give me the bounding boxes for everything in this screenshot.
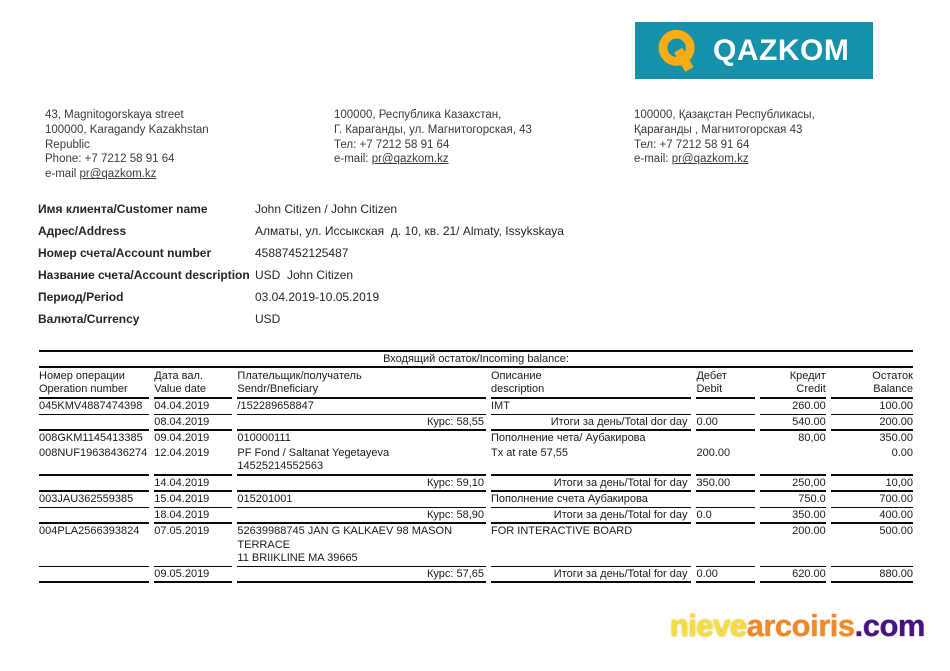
cell-credit: 250,00	[760, 476, 826, 493]
header-value-date	[154, 368, 232, 399]
header-balance	[831, 368, 913, 399]
cell-balance: 0.00	[831, 446, 913, 476]
table-summary-row	[39, 508, 913, 525]
cell-balance: 500.00	[831, 524, 913, 567]
cell-credit: 540.00	[760, 415, 826, 432]
cell-balance: 100.00	[831, 399, 913, 415]
cell-debit: 200.00	[696, 446, 754, 476]
header-ru: Дебет	[696, 370, 727, 382]
qazkom-logo	[635, 22, 873, 79]
cell-value-date: 07.05.2019	[154, 524, 232, 567]
header-en: Operation number	[39, 383, 128, 395]
cell-credit: 80,00	[798, 432, 826, 444]
header-ru: Кредит	[789, 370, 826, 382]
address-line: 100000, Республика Казахстан,	[334, 109, 502, 121]
field-label: Валюта/Currency	[38, 312, 140, 326]
header-ru: Плательщик/получатель	[237, 370, 362, 382]
q-icon	[655, 26, 703, 76]
cell-payer: 010000111	[237, 432, 291, 444]
header-ru: Остаток	[872, 370, 913, 382]
table-summary-row	[39, 567, 913, 584]
cell-payer: Курс: 59,10	[237, 476, 486, 493]
table-row	[39, 524, 913, 567]
address-line: 100000, Karagandy Kazakhstan	[45, 123, 209, 136]
cell-description: IMT	[491, 399, 691, 415]
address-row	[38, 224, 564, 246]
address-line: Republic	[45, 138, 90, 151]
transactions-table	[34, 350, 918, 583]
cell-debit: 0.00	[696, 567, 754, 584]
cell-description: FOR INTERACTIVE BOARD	[491, 524, 691, 567]
cell-operation-number	[39, 508, 149, 525]
cell-operation-number: 004PLA2566393824	[39, 524, 149, 567]
email-link[interactable]: pr@qazkom.kz	[671, 153, 749, 166]
brand-name: QAZKOM	[713, 33, 850, 67]
field-value: John Citizen / John Citizen	[255, 202, 398, 216]
cell-payer: Курс: 58,55	[237, 415, 486, 432]
cell-balance: 700.00	[831, 492, 913, 508]
cell-balance: 10,00	[831, 476, 913, 493]
cell-operation-number	[39, 567, 149, 584]
incoming-balance-label: Входящий остаток/Incoming balance:	[39, 350, 913, 368]
cell-description: Пополнение чета/ Аубакирова	[491, 432, 646, 444]
cell-operation-number: 008NUF19638436274	[39, 446, 149, 476]
header-en: Credit	[796, 383, 826, 395]
field-label: Номер счета/Account number	[38, 246, 212, 260]
cell-debit: 0.0	[696, 508, 754, 525]
cell-operation-number	[39, 476, 149, 493]
field-value: USD John Citizen	[255, 268, 354, 282]
email-line	[634, 152, 815, 167]
email-line	[334, 152, 532, 167]
cell-debit: 350.00	[696, 476, 754, 493]
cell-credit: 200.00	[760, 524, 826, 567]
header-en: Value date	[154, 383, 207, 395]
header-ru: Описание	[491, 370, 542, 382]
email-line	[45, 167, 209, 182]
cell-operation-number: 045KMV4887474398	[39, 399, 149, 415]
cell-value-date: 12.04.2019	[154, 446, 232, 476]
cell-credit: 620.00	[760, 567, 826, 584]
field-label: Имя клиента/Customer name	[38, 202, 208, 216]
email-link[interactable]: pr@qazkom.kz	[79, 168, 157, 181]
header-en: description	[491, 383, 545, 395]
field-value: 03.04.2019-10.05.2019	[255, 290, 380, 304]
table-summary-row	[39, 415, 913, 432]
cell-balance: 350.00	[879, 432, 913, 444]
customer-name-row	[38, 202, 564, 224]
address-line: Қарағанды , Магнитогорская 43	[634, 123, 803, 136]
cell-debit	[696, 524, 754, 567]
cell-balance: 200.00	[831, 415, 913, 432]
cell-description: Итоги за день/Total for day	[491, 476, 691, 493]
cell-credit: 350.00	[760, 508, 826, 525]
address-line: 100000, Қазақстан Республикасы,	[634, 109, 815, 121]
header-ru: Дата вал.	[154, 370, 203, 382]
header-ru: Номер операции	[39, 370, 125, 382]
phone-line: Тел: +7 7212 58 91 64	[334, 138, 450, 151]
cell-debit	[696, 399, 754, 415]
cell-debit	[696, 492, 754, 508]
cell-value-date: 18.04.2019	[154, 508, 232, 525]
field-label: Период/Period	[38, 290, 124, 304]
cell-payer: 015201001	[237, 492, 486, 508]
cell-credit	[760, 446, 826, 476]
address-block-en	[45, 108, 209, 182]
cell-value-date: 15.04.2019	[154, 492, 232, 508]
cell-operation-number	[39, 415, 149, 432]
table-header-row	[39, 368, 913, 399]
cell-value-date: 14.04.2019	[154, 476, 232, 493]
cell-description: Итоги за день/Total for day	[491, 508, 691, 525]
table-row	[39, 431, 913, 446]
cell-description: Tx at rate 57,55	[491, 446, 691, 476]
field-value: Алматы, ул. Иссыкская д. 10, кв. 21/ Almaty, Issykskaya	[255, 224, 564, 238]
phone-line: Phone: +7 7212 58 91 64	[45, 153, 175, 166]
account-number-row	[38, 246, 564, 268]
cell-payer: 52639988745 JAN G KALKAEV 98 MASON TERRACE 11 BRIIKLINE MA 39665	[237, 524, 486, 567]
cell-credit: 260.00	[760, 399, 826, 415]
header-en: Balance	[873, 383, 913, 395]
table-row	[39, 399, 913, 415]
account-description-row	[38, 268, 564, 290]
cell-description: Итоги за день/Total for day	[491, 567, 691, 584]
cell-value-date: 08.04.2019	[154, 415, 232, 432]
email-prefix: e-mail:	[634, 153, 672, 166]
cell-operation-number: 008GKM1145413385	[39, 432, 143, 444]
phone-line: Тел: +7 7212 58 91 64	[634, 138, 750, 151]
cell-value-date: 09.04.2019	[154, 432, 210, 444]
field-label: Адрес/Address	[38, 224, 127, 238]
cell-description: Итоги за день/Total dor day	[491, 415, 691, 432]
header-en: Debit	[696, 383, 723, 395]
table-row	[39, 446, 913, 476]
email-prefix: e-mail:	[334, 153, 372, 166]
cell-balance: 880.00	[831, 567, 913, 584]
customer-info	[38, 202, 564, 334]
watermark-part2: arcoiris	[746, 608, 855, 643]
address-block-ru	[334, 108, 532, 167]
cell-description: Пополнение счета Аубакирова	[491, 492, 691, 508]
field-label: Название счета/Account description	[38, 268, 250, 282]
address-line: 43, Magnitogorskaya street	[45, 109, 184, 121]
header-payer	[237, 368, 486, 399]
incoming-balance-row	[39, 350, 913, 368]
address-block-kz	[634, 108, 815, 167]
watermark-part1: nieve	[669, 608, 747, 643]
table-row	[39, 492, 913, 508]
cell-value-date: 04.04.2019	[154, 399, 232, 415]
header-description	[491, 368, 691, 399]
header-credit	[760, 368, 826, 399]
cell-value-date: 09.05.2019	[154, 567, 232, 584]
cell-balance: 400.00	[831, 508, 913, 525]
email-prefix: e-mail	[45, 168, 80, 181]
watermark	[670, 608, 925, 644]
cell-credit: 750.0	[760, 492, 826, 508]
header-operation-number	[39, 368, 149, 399]
cell-debit	[696, 431, 754, 446]
header-en: Sendr/Bneficiary	[237, 383, 319, 395]
cell-payer: Курс: 57,65	[237, 567, 486, 584]
cell-debit: 0.00	[696, 415, 754, 432]
address-line: Г. Караганды, ул. Магнитогорская, 43	[334, 123, 532, 136]
cell-payer: /152289658847	[237, 399, 486, 415]
field-value: USD	[255, 312, 281, 326]
cell-operation-number: 003JAU362559385	[39, 492, 149, 508]
field-value: 45887452125487	[255, 246, 349, 260]
header-debit	[696, 368, 754, 399]
cell-payer: Курс: 58,90	[237, 508, 486, 525]
currency-row	[38, 312, 564, 334]
email-link[interactable]: pr@qazkom.kz	[371, 153, 449, 166]
period-row	[38, 290, 564, 312]
table-summary-row	[39, 476, 913, 493]
cell-payer: PF Fond / Saltanat Yegetayeva 14525214552563	[237, 446, 486, 476]
watermark-part3: .com	[854, 608, 925, 643]
